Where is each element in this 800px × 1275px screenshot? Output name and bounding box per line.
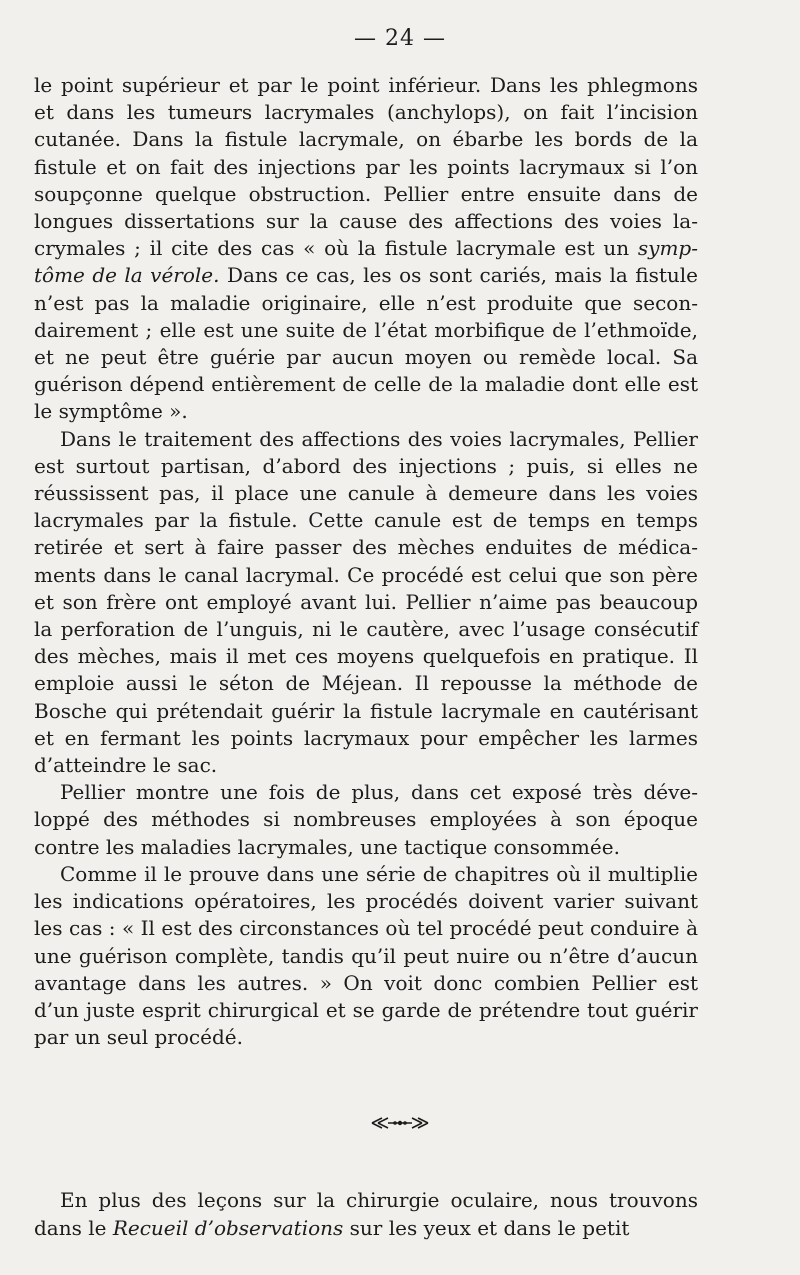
body-text-block: [34, 72, 698, 1051]
text-run: Comme il le prouve dans une série de chapitres où il multiplie les indications opératoires, les procédés doivent varier suivant les cas : « Il est des circonstances où tel procédé peut conduire à une guérison complète, tandis qu’il peut nuire ou n’être d’aucun avantage dans les autres. » On voit donc combien Pellier est d’un juste esprit chirurgical et se garde de prétendre tout guérir par un seul procédé.: [34, 861, 698, 1050]
italic-text: symptôme de la vérole.: [34, 236, 698, 288]
paragraph: [34, 779, 698, 861]
text-run: En plus des leçons sur la chirurgie oculaire, nous trouvons dans le: [34, 1188, 698, 1240]
text-run: sur les yeux et dans le petit: [343, 1215, 630, 1240]
text-run: le point supérieur et par le point inférieur. Dans les phlegmons et dans les tumeurs lacrymales (anchylops), on fait l’incision cutanée. Dans la fistule lacrymale, on ébarbe les bords de la fistule et on fait des injections par les points lacrymaux si l’on soupçonne quelque obstruction. Pellier entre ensuite dans de longues dissertations sur la cause des affections des voies lacrymales ; il cite des cas « où la fistule lacrymale est un: [34, 73, 698, 261]
fleuron-icon: [368, 1112, 432, 1134]
text-run: Pellier montre une fois de plus, dans cet exposé très développé des méthodes si nombreuses employées à son époque contre les maladies lacrymales, une tactique consommée.: [34, 780, 698, 859]
paragraph: [34, 72, 698, 426]
paragraph: [34, 1187, 698, 1242]
body-text-block-2: [34, 1187, 698, 1242]
text-run: Dans le traitement des affections des voies lacrymales, Pellier est surtout partisan, d’abord des injections ; puis, si elles ne réussissent pas, il place une canule à demeure dans les voies lacrymales par la fistule. Cette canule est de temps en temps retirée et sert à faire passer des mèches enduites de médicaments dans le canal lacrymal. Ce procédé est celui que son père et son frère ont employé avant lui. Pellier n’aime pas beaucoup la perforation de l’unguis, ni le cautère, avec l’usage consécutif des mèches, mais il met ces moyens quelquefois en pratique. Il emploie aussi le séton de Méjean. Il repousse la méthode de Bosche qui prétendait guérir la fistule lacrymale en cautérisant et en fermant les points lacrymaux pour empêcher les larmes d’atteindre le sac.: [34, 426, 698, 778]
page-number: — 24 —: [354, 26, 446, 51]
text-run: Dans ce cas, les os sont cariés, mais la fistule n’est pas la maladie originaire, elle n’est produite que secondairement ; elle est une suite de l’état morbifique de l’ethmoïde, et ne peut être guérie par aucun moyen ou remède local. Sa guérison dépend entièrement de celle de la maladie dont elle est le symptôme ».: [34, 263, 698, 424]
paragraph: [34, 426, 698, 780]
paragraph: [34, 861, 698, 1051]
fleuron-divider-icon: [0, 1112, 800, 1136]
italic-title: Recueil d’observations: [112, 1215, 344, 1240]
